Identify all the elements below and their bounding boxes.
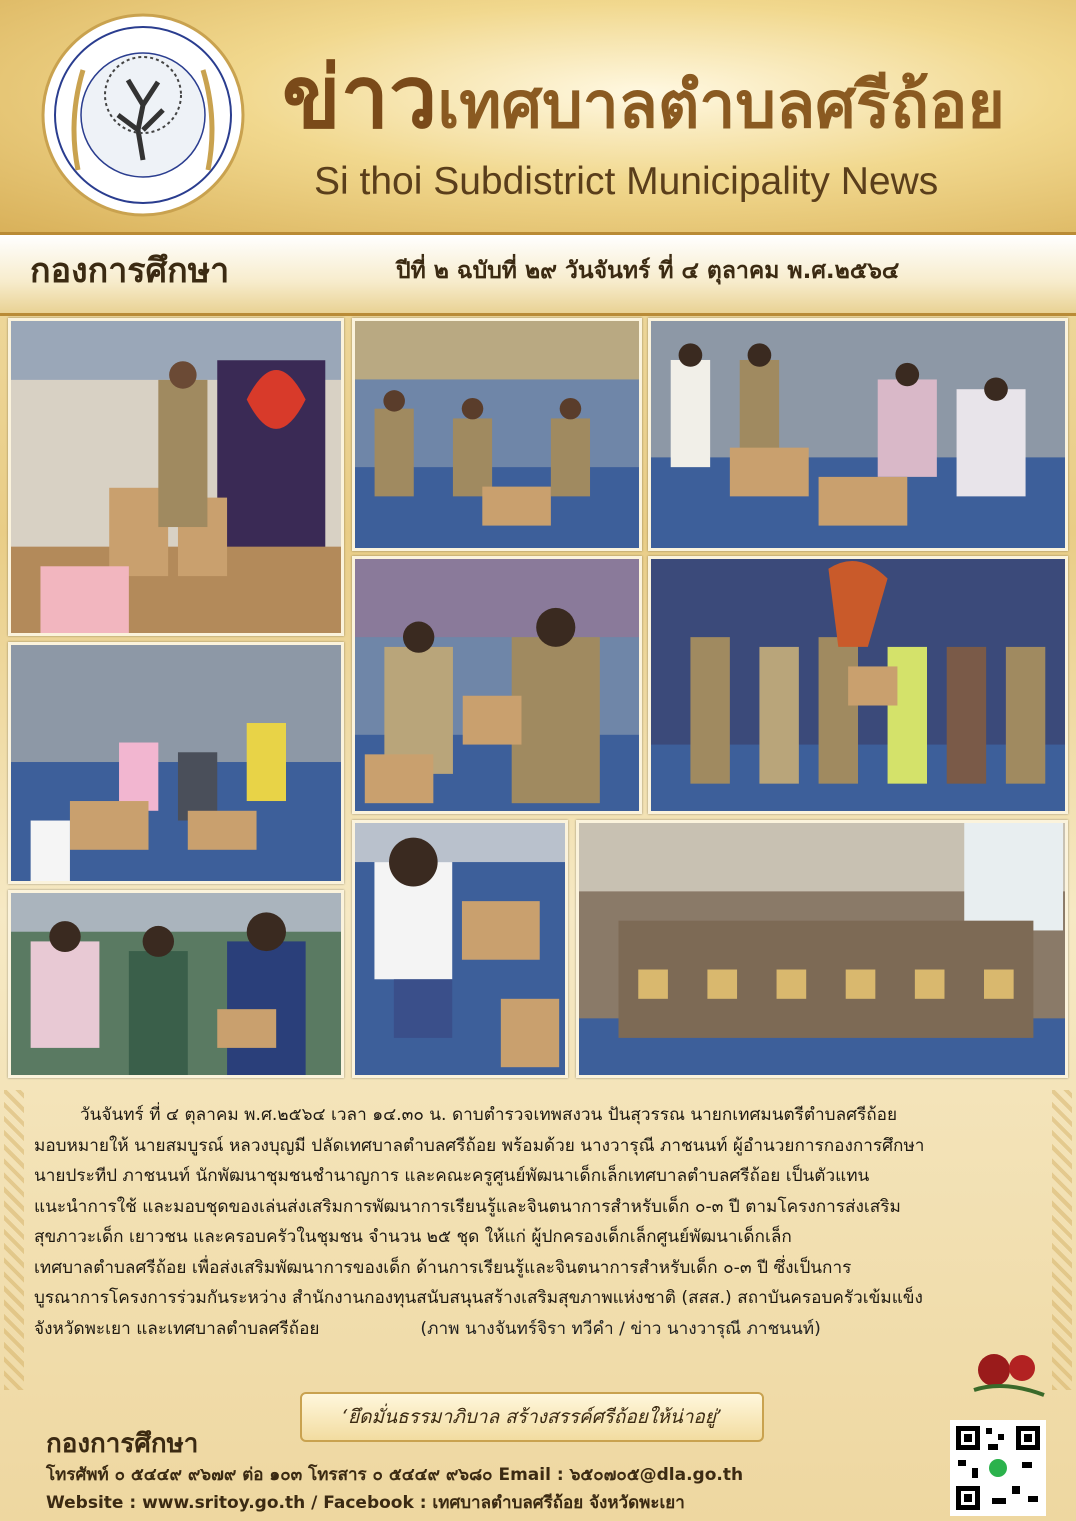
department-label: กองการศึกษา: [30, 251, 230, 291]
news-line-5: สุขภาวะเด็ก เยาวชน และครอบครัวในชุมชน จำนวน ๒๕ ชุด ให้แก่ ผู้ปกครองเด็กเล็กศูนย์พัฒนาเด็กเล็ก: [34, 1227, 792, 1247]
photo-2: [352, 318, 642, 551]
news-line-3: นายประทีป ภาชนนท์ นักพัฒนาชุมชนชำนาญการ และคณะครูศูนย์พัฒนาเด็กเล็กเทศบาลตำบลศรีถ้อย เป็นตัวแทน: [34, 1166, 870, 1186]
photo-1: [8, 318, 344, 636]
news-line-6: เทศบาลตำบลศรีถ้อย เพื่อส่งเสริมพัฒนาการของเด็ก ด้านการเรียนรู้และจินตนาการสำหรับเด็ก ๐-๓ ปี ซึ่งเป็นการ: [34, 1257, 852, 1278]
rose-decoration-icon: [964, 1340, 1056, 1400]
news-line-1: วันจันทร์ ที่ ๔ ตุลาคม พ.ศ.๒๕๖๔ เวลา ๑๔.๓๐ น. ดาบตำรวจเทพสงวน ปันสุวรรณ นายกเทศมนตรีตำบลศรีถ้อย: [80, 1105, 898, 1125]
photo-5: [352, 556, 642, 814]
slogan: ‘ยึดมั่นธรรมาภิบาล สร้างสรรค์ศรีถ้อยให้น่าอยู่’: [300, 1392, 764, 1442]
photo-credit: (ภาพ นางจันทร์จิรา ทวีคำ / ข่าว นางวารุณี ภาชนนท์): [420, 1318, 821, 1339]
masthead-title: [282, 48, 1062, 148]
masthead-title-news: ข่าว: [282, 48, 438, 148]
photo-3: [648, 318, 1068, 551]
footer-contact: โทรศัพท์ ๐ ๕๔๔๙ ๙๖๗๙ ต่อ ๑๐๓ โทรสาร ๐ ๕๔๔๙ ๙๖๘๐ Email : ๖๕๐๗๐๕@dla.go.th: [46, 1465, 744, 1485]
footer-website: Website : www.sritoy.go.th / Facebook : เทศบาลตำบลศรีถ้อย จังหวัดพะเยา: [46, 1493, 685, 1513]
news-last-line: จังหวัดพะเยา และเทศบาลตำบลศรีถ้อย: [34, 1318, 320, 1339]
photo-8: [8, 890, 344, 1078]
photo-6: [648, 556, 1068, 814]
qr-code-icon: [950, 1420, 1046, 1516]
photo-7: [352, 820, 568, 1078]
municipality-logo: [38, 10, 248, 220]
news-body: [34, 1100, 1044, 1390]
photo-4: [8, 642, 344, 884]
footer-department: กองการศึกษา: [46, 1429, 199, 1459]
news-line-4: แนะนำการใช้ และมอบชุดของเล่นส่งเสริมการพัฒนาการเรียนรู้และจินตนาการสำหรับเด็ก ๐-๓ ปี ตามโครงการส่งเสริม: [34, 1196, 901, 1217]
news-line-2: มอบหมายให้ นายสมบูรณ์ หลวงบุญมี ปลัดเทศบาลตำบลศรีถ้อย พร้อมด้วย นางวารุณี ภาชนนท์ ผู้อำนวยการกองการศึกษา: [34, 1135, 925, 1156]
masthead-title-municipality: เทศบาลตำบลศรีถ้อย: [437, 69, 1005, 143]
masthead-title-english: Si thoi Subdistrict Municipality News: [314, 160, 939, 203]
news-line-8: [34, 1314, 1044, 1345]
decorative-pattern-left: [4, 1090, 24, 1390]
issue-info: ปีที่ ๒ ฉบับที่ ๒๙ วันจันทร์ ที่ ๔ ตุลาคม พ.ศ.๒๕๖๔: [396, 258, 900, 284]
news-line-7: บูรณาการโครงการร่วมกันระหว่าง สำนักงานกองทุนสนับสนุนสร้างเสริมสุขภาพแห่งชาติ (สสส.) สถาบันครอบครัวเข้มแข็ง: [34, 1288, 923, 1308]
photo-9: [576, 820, 1068, 1078]
